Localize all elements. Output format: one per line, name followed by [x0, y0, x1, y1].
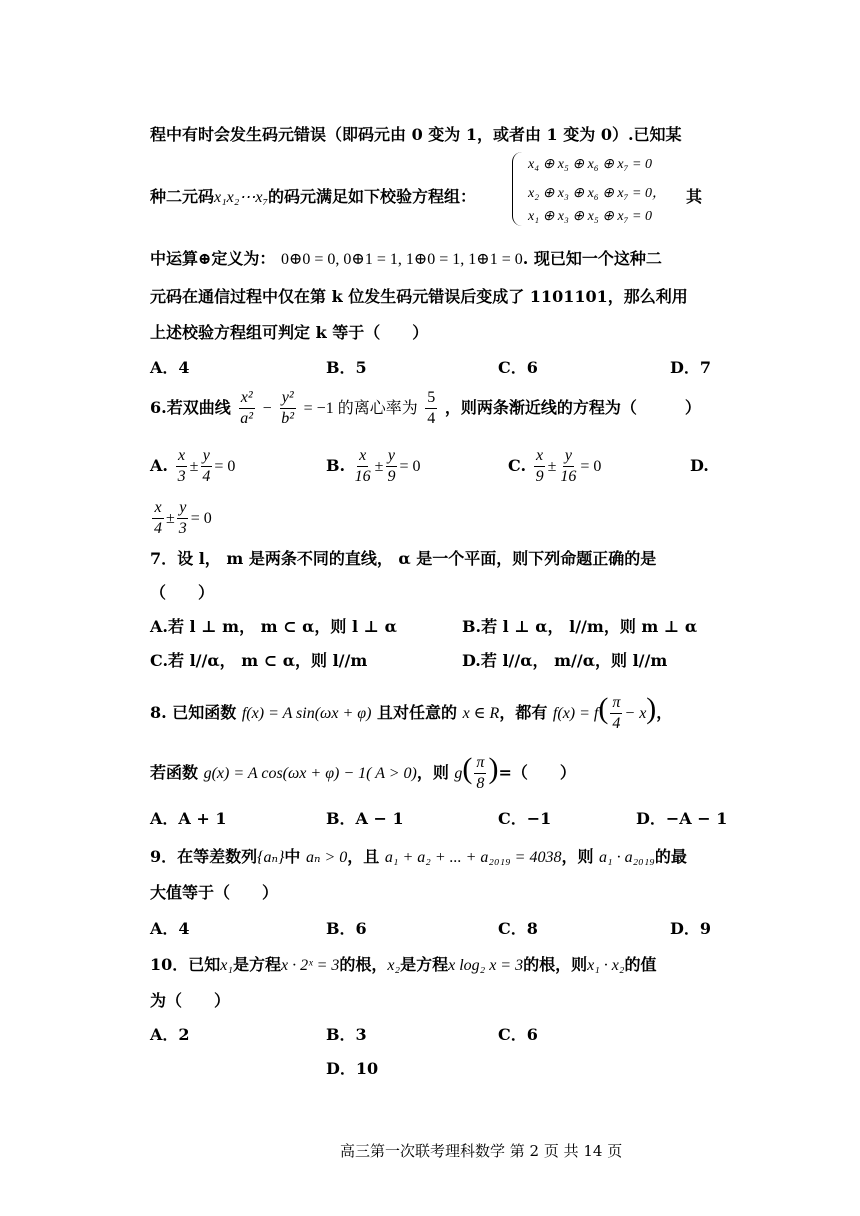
p6-eccentricity: $\frac{5}{4}$ — [427, 389, 436, 427]
p5-eq1: x₄ ⊕ x₅ ⊕ x₆ ⊕ x₇ = 0 — [528, 157, 652, 172]
p5-xor-def: 0⊕0 = 0, 0⊕1 = 1, 1⊕0 = 1, 1⊕1 = 0 — [281, 251, 523, 268]
p10-eq2: x log₂ x = 3 — [448, 957, 524, 974]
p6-frac-x2-a2: $\frac{\text{x²}}{\text{a²}}$ — [240, 389, 254, 427]
p9-option-d: D．9 — [670, 919, 712, 938]
p9-line2: 大值等于（ ） — [150, 883, 279, 902]
p5-eq3: x₁ ⊕ x₃ ⊕ x₅ ⊕ x₇ = 0 — [528, 209, 652, 224]
p5-option-d: D．7 — [670, 358, 712, 377]
p6-stem-post: ，则两条渐近线的方程为（ ） — [444, 398, 701, 417]
p8-option-b: B．A − 1 — [326, 809, 404, 828]
p6-option-a: A. $\frac{x}{3}$ ± $\frac{y}{4}$ = 0 — [150, 447, 236, 485]
p8-lhs: f(x) = f — [552, 705, 599, 722]
p10-line2: 为（ ） — [150, 991, 231, 1010]
p5-line2-tail: 其 — [686, 187, 703, 206]
p8-line2: 若函数 g(x) = A cos(ωx + φ) − 1( A > 0)，则 g( $\frac{\pi}{8}$ )=（ ） — [150, 752, 576, 792]
p8-func: f(x) = A sin(ωx + φ) — [241, 705, 372, 722]
p10-option-a: A．2 — [150, 1025, 190, 1044]
p5-line2 — [150, 184, 476, 207]
p9-seq: {aₙ} — [257, 849, 285, 866]
p5-line5: 上述校验方程组可判定 k 等于（ ） — [150, 323, 429, 342]
p8-g-func: g(x) = A cos(ωx + φ) − 1( A > 0) — [203, 765, 417, 782]
p8-option-c: C．−1 — [498, 809, 552, 828]
p7-paren: （ ） — [150, 583, 215, 602]
p9-stem: 9．在等差数列{aₙ}中 aₙ > 0，且 a₁ + a₂ + ... + a₂₀₁₉ = 4038，则 a₁ · a₂₀₁₉的最 — [150, 847, 687, 866]
p10-option-d: D．10 — [326, 1059, 379, 1078]
p9-sum: a₁ + a₂ + ... + a₂₀₁₉ = 4038 — [384, 849, 562, 866]
p5-code: x₁x₂⋯x₇ — [214, 189, 269, 206]
equation-brace — [512, 152, 523, 226]
p5-option-b: B．5 — [326, 358, 367, 377]
p6-stem-mid: = −1 的离心率为 — [303, 400, 418, 417]
p9-option-a: A．4 — [150, 919, 190, 938]
p10-option-b: B．3 — [326, 1025, 367, 1044]
page-footer: 高三第一次联考理科数学 第 2 页 共 14 页 — [340, 1142, 623, 1160]
p9-option-c: C．8 — [498, 919, 538, 938]
p9-option-b: B．6 — [326, 919, 367, 938]
p10-eq1: x · 2ˣ = 3 — [280, 957, 340, 974]
p5-line3-pre: 中运算⊕定义为： — [150, 249, 276, 268]
p5-line2-pre: 种二元码 — [150, 187, 215, 206]
p5-line3-post: . 现已知一个这种二 — [522, 249, 662, 268]
p5-line1: 程中有时会发生码元错误（即码元由 0 变为 1，或者由 1 变为 0）.已知某 — [150, 125, 682, 144]
p6-option-c: C. $\frac{x}{9}$ ± $\frac{y}{16}$ = 0 — [508, 447, 602, 485]
p7-option-c: C.若 l//α， m ⊂ α，则 l//m — [150, 651, 368, 670]
p5-line4: 元码在通信过程中仅在第 k 位发生码元错误后变成了 1101101，那么利用 — [150, 287, 688, 306]
p10-stem: 10．已知x₁是方程x · 2ˣ = 3的根，x₂是方程x log₂ x = 3的根，则x₁ · x₂的值 — [150, 955, 657, 974]
p5-line2-post: 的码元满足如下校验方程组： — [268, 187, 477, 206]
p5-option-c: C．6 — [498, 358, 538, 377]
p5-eq2: x₂ ⊕ x₃ ⊕ x₆ ⊕ x₇ = 0， — [528, 186, 666, 201]
p6-option-d: $\frac{x}{4}$ ± $\frac{y}{3}$ = 0 — [154, 499, 212, 537]
p8-option-a: A．A + 1 — [150, 809, 227, 828]
p7-option-a: A.若 l ⊥ m， m ⊂ α，则 l ⊥ α — [150, 617, 397, 636]
p8-stem: 8. 已知函数 f(x) = A sin(ωx + φ) 且对任意的 x ∈ R，都有 f(x) = f( $\frac{\pi}{4}$ − x)， — [150, 692, 673, 732]
p10-option-c: C．6 — [498, 1025, 538, 1044]
p7-stem: 7．设 l， m 是两条不同的直线， α 是一个平面，则下列命题正确的是 — [150, 549, 657, 568]
p6-stem: 6.若双曲线 $\frac{\text{x²}}{\text{a²}}$ − $\frac{\text{y²}}{\text{b²}}$ = −1 的离心率为 $\frac{5}{4}$ ，则两条渐近线的方程为（ ） — [150, 389, 701, 427]
p7-option-b: B.若 l ⊥ α， l//m，则 m ⊥ α — [462, 617, 698, 636]
p6-frac-y2-b2: $\frac{\text{y²}}{\text{b²}}$ — [281, 389, 295, 427]
p6-option-b: B. $\frac{x}{16}$ ± $\frac{y}{9}$ = 0 — [326, 447, 421, 485]
p8-domain: x ∈ R — [462, 705, 500, 722]
p6-option-d-label: D. — [690, 456, 709, 475]
p8-option-d: D．−A − 1 — [636, 809, 728, 828]
p5-line3 — [150, 246, 662, 269]
p7-option-d: D.若 l//α， m//α，则 l//m — [462, 651, 668, 670]
p5-option-a: A．4 — [150, 358, 190, 377]
p6-stem-pre: 6.若双曲线 — [150, 398, 231, 417]
